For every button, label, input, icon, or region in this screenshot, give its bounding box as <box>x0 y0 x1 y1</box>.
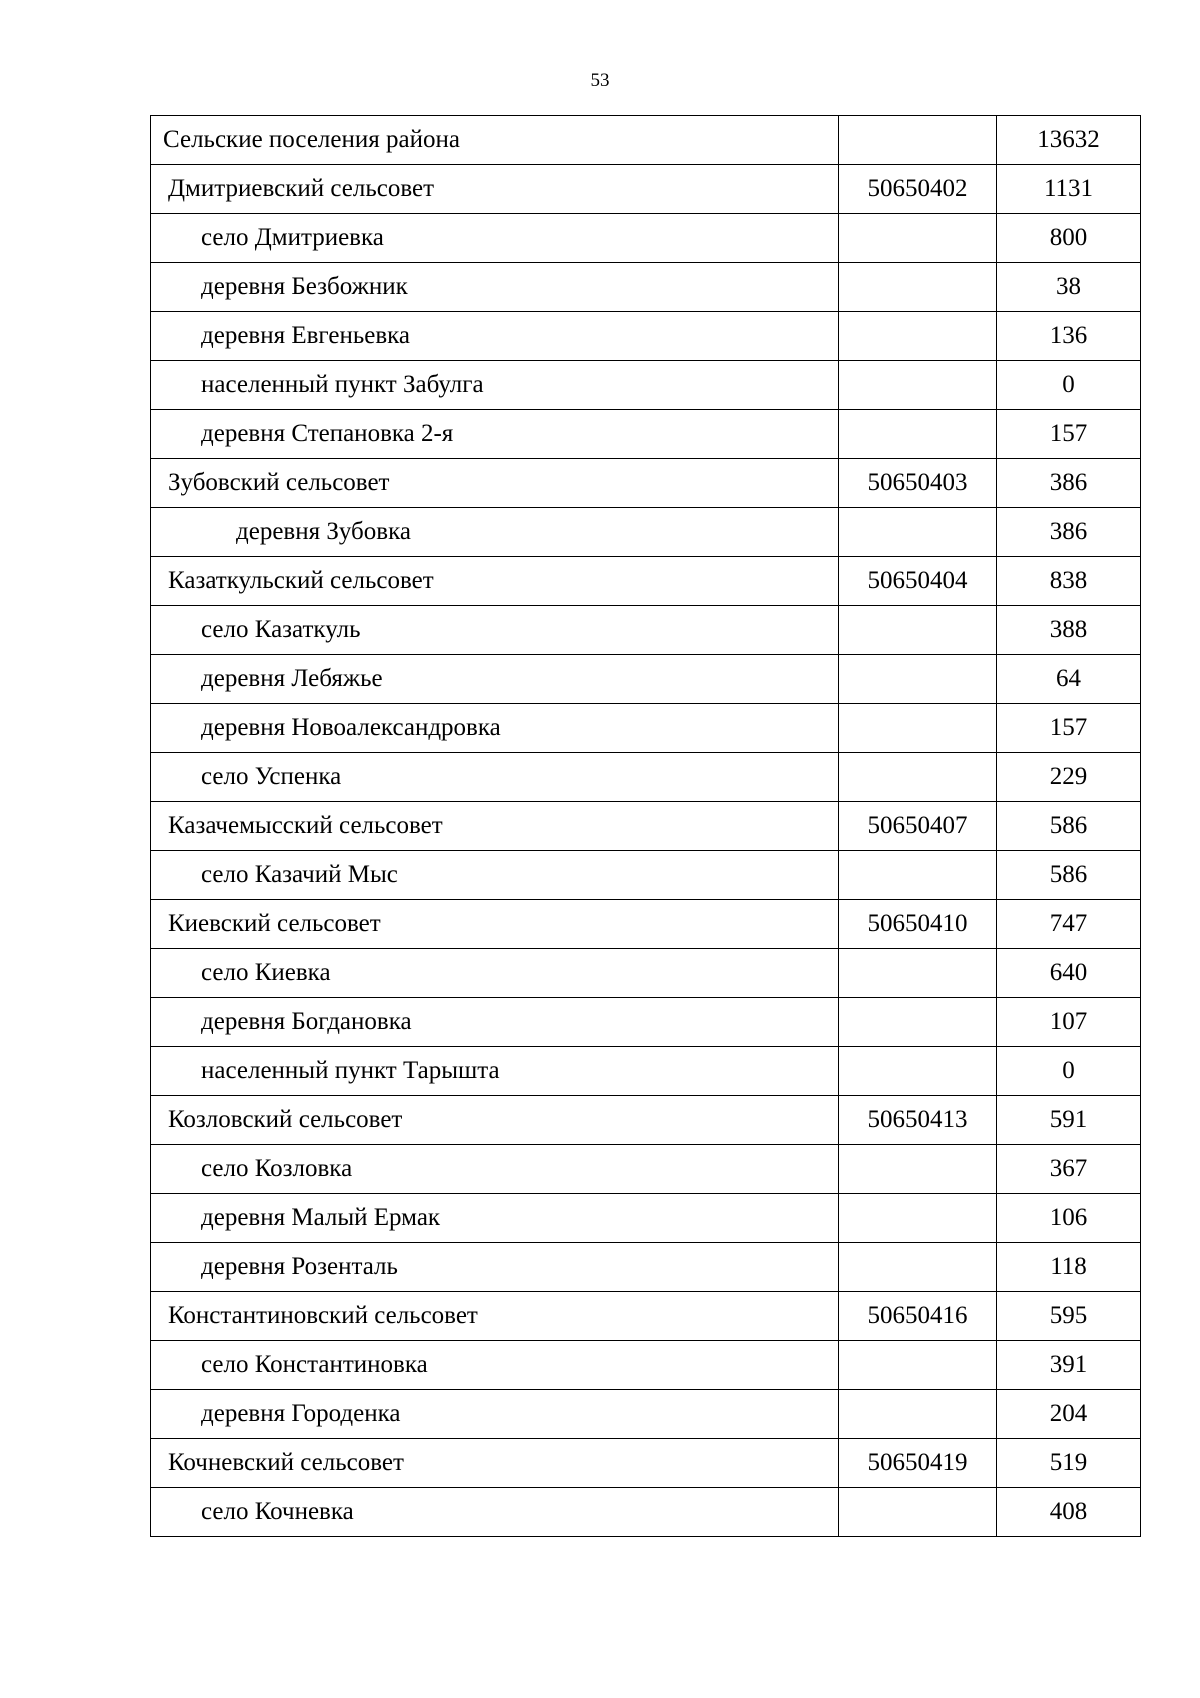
population-cell: 838 <box>997 557 1141 606</box>
table-row <box>151 1243 1141 1292</box>
table-body <box>151 116 1141 1537</box>
settlement-name-cell: село Кочневка <box>151 1488 839 1537</box>
population-cell: 586 <box>997 851 1141 900</box>
oktmo-code-cell <box>839 116 997 165</box>
population-cell: 157 <box>997 410 1141 459</box>
population-cell: 586 <box>997 802 1141 851</box>
page-number: 53 <box>590 70 610 91</box>
oktmo-code-cell <box>839 1194 997 1243</box>
oktmo-code-cell <box>839 1390 997 1439</box>
settlement-name-cell: деревня Евгеньевка <box>151 312 839 361</box>
table-row <box>151 1292 1141 1341</box>
table-row <box>151 655 1141 704</box>
oktmo-code-cell <box>839 214 997 263</box>
oktmo-code-cell: 50650403 <box>839 459 997 508</box>
table-row <box>151 312 1141 361</box>
oktmo-code-cell: 50650407 <box>839 802 997 851</box>
oktmo-code-cell: 50650413 <box>839 1096 997 1145</box>
population-cell: 0 <box>997 1047 1141 1096</box>
population-cell: 800 <box>997 214 1141 263</box>
settlement-name-cell: Казаткульский сельсовет <box>151 557 839 606</box>
population-cell: 640 <box>997 949 1141 998</box>
oktmo-code-cell <box>839 508 997 557</box>
settlement-name-cell: село Дмитриевка <box>151 214 839 263</box>
settlement-name-cell: село Казачий Мыс <box>151 851 839 900</box>
settlement-name-cell: село Успенка <box>151 753 839 802</box>
population-cell: 106 <box>997 1194 1141 1243</box>
table-row <box>151 1194 1141 1243</box>
settlement-name-cell: деревня Городенка <box>151 1390 839 1439</box>
settlement-name-cell: деревня Безбожник <box>151 263 839 312</box>
population-cell: 0 <box>997 361 1141 410</box>
oktmo-code-cell <box>839 410 997 459</box>
settlement-name-cell: Кочневский сельсовет <box>151 1439 839 1488</box>
table-row <box>151 1439 1141 1488</box>
population-cell: 157 <box>997 704 1141 753</box>
table-row <box>151 704 1141 753</box>
settlement-name-cell: населенный пункт Тарышта <box>151 1047 839 1096</box>
settlement-name-cell: деревня Малый Ермак <box>151 1194 839 1243</box>
oktmo-code-cell <box>839 312 997 361</box>
settlement-name-cell: село Казаткуль <box>151 606 839 655</box>
population-cell: 747 <box>997 900 1141 949</box>
population-cell: 391 <box>997 1341 1141 1390</box>
population-cell: 367 <box>997 1145 1141 1194</box>
settlement-name-cell: Дмитриевский сельсовет <box>151 165 839 214</box>
table-row <box>151 361 1141 410</box>
oktmo-code-cell <box>839 606 997 655</box>
settlement-name-cell: село Константиновка <box>151 1341 839 1390</box>
settlement-name-cell: деревня Розенталь <box>151 1243 839 1292</box>
table-row <box>151 998 1141 1047</box>
oktmo-code-cell <box>839 361 997 410</box>
oktmo-code-cell <box>839 949 997 998</box>
population-cell: 13632 <box>997 116 1141 165</box>
oktmo-code-cell <box>839 1145 997 1194</box>
table-row <box>151 459 1141 508</box>
population-cell: 591 <box>997 1096 1141 1145</box>
settlement-name-cell: деревня Лебяжье <box>151 655 839 704</box>
table-row <box>151 851 1141 900</box>
table-row <box>151 1488 1141 1537</box>
settlement-name-cell: село Киевка <box>151 949 839 998</box>
table-row <box>151 165 1141 214</box>
oktmo-code-cell <box>839 753 997 802</box>
settlement-name-cell: село Козловка <box>151 1145 839 1194</box>
oktmo-code-cell: 50650402 <box>839 165 997 214</box>
population-cell: 519 <box>997 1439 1141 1488</box>
table-row <box>151 753 1141 802</box>
oktmo-code-cell <box>839 1488 997 1537</box>
table-row <box>151 900 1141 949</box>
settlement-name-cell: Сельские поселения района <box>151 116 839 165</box>
population-cell: 118 <box>997 1243 1141 1292</box>
table-row <box>151 1096 1141 1145</box>
oktmo-code-cell <box>839 1341 997 1390</box>
table-row <box>151 214 1141 263</box>
table-row <box>151 606 1141 655</box>
oktmo-code-cell: 50650416 <box>839 1292 997 1341</box>
population-cell: 408 <box>997 1488 1141 1537</box>
population-cell: 229 <box>997 753 1141 802</box>
table-row <box>151 802 1141 851</box>
table-row <box>151 1047 1141 1096</box>
population-cell: 38 <box>997 263 1141 312</box>
settlement-name-cell: деревня Богдановка <box>151 998 839 1047</box>
settlement-name-cell: деревня Степановка 2-я <box>151 410 839 459</box>
table-row <box>151 1390 1141 1439</box>
settlement-name-cell: Козловский сельсовет <box>151 1096 839 1145</box>
oktmo-code-cell <box>839 263 997 312</box>
table-row <box>151 1341 1141 1390</box>
table-row <box>151 557 1141 606</box>
oktmo-code-cell: 50650419 <box>839 1439 997 1488</box>
population-cell: 64 <box>997 655 1141 704</box>
population-cell: 1131 <box>997 165 1141 214</box>
population-cell: 204 <box>997 1390 1141 1439</box>
settlement-name-cell: Константиновский сельсовет <box>151 1292 839 1341</box>
oktmo-code-cell <box>839 1047 997 1096</box>
settlement-name-cell: Зубовский сельсовет <box>151 459 839 508</box>
oktmo-code-cell <box>839 704 997 753</box>
oktmo-code-cell <box>839 1243 997 1292</box>
table-row <box>151 263 1141 312</box>
population-cell: 136 <box>997 312 1141 361</box>
table-row <box>151 949 1141 998</box>
oktmo-code-cell: 50650410 <box>839 900 997 949</box>
settlement-name-cell: населенный пункт Забулга <box>151 361 839 410</box>
population-cell: 595 <box>997 1292 1141 1341</box>
population-cell: 107 <box>997 998 1141 1047</box>
population-cell: 386 <box>997 459 1141 508</box>
oktmo-code-cell <box>839 851 997 900</box>
settlement-name-cell: деревня Новоалександровка <box>151 704 839 753</box>
settlement-name-cell: Киевский сельсовет <box>151 900 839 949</box>
oktmo-code-cell: 50650404 <box>839 557 997 606</box>
settlement-name-cell: деревня Зубовка <box>151 508 839 557</box>
settlement-name-cell: Казачемысский сельсовет <box>151 802 839 851</box>
settlements-table <box>150 115 1141 1537</box>
population-cell: 386 <box>997 508 1141 557</box>
table-row <box>151 116 1141 165</box>
oktmo-code-cell <box>839 655 997 704</box>
oktmo-code-cell <box>839 998 997 1047</box>
table-row <box>151 410 1141 459</box>
table-row <box>151 1145 1141 1194</box>
table-row <box>151 508 1141 557</box>
population-cell: 388 <box>997 606 1141 655</box>
